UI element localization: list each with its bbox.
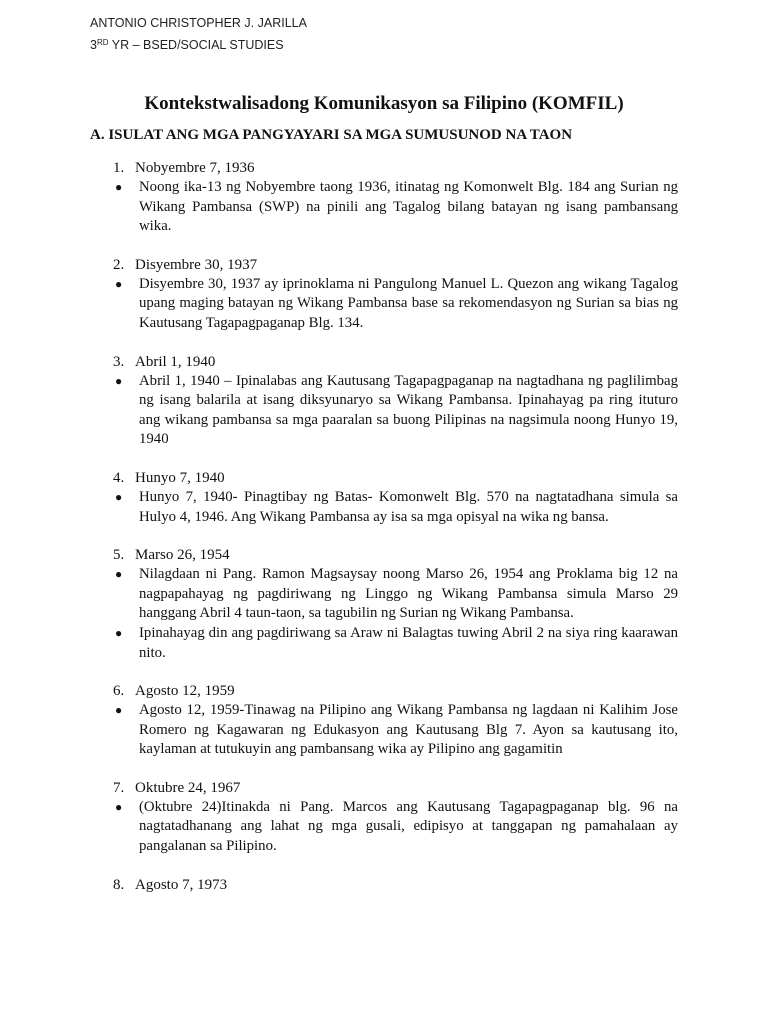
timeline-entry [0, 255, 768, 334]
entry-heading [0, 545, 768, 565]
entry-date: Nobyembre 7, 1936 [135, 160, 255, 176]
entry-bullet [115, 178, 678, 237]
entry-bullet [115, 798, 678, 857]
bullet-dot-icon: ● [115, 625, 123, 640]
entry-heading [0, 778, 768, 798]
entry-bullet [115, 701, 678, 760]
entry-number: 4. [113, 469, 125, 486]
entry-number: 1. [113, 160, 125, 176]
timeline-entry [0, 681, 768, 760]
entry-heading [0, 352, 768, 372]
entry-number: 2. [113, 256, 125, 273]
bullet-text: Agosto 12, 1959-Tinawag na Pilipino ang Wikang Pambansa ng lagdaan ni Kalihim Jose Romero ng Kagawaran ng Edukasyon ang Kautusang Blg 7. Ayon sa kautusang ito, kaylaman at tutukuyin ang pambansang wika ay Pilipino ang gagamitin [139, 702, 678, 758]
bullet-text: Hunyo 7, 1940- Pinagtibay ng Batas- Komonwelt Blg. 570 na nagtatadhana simula sa Hulyo 4, 1946. Ang Wikang Pambansa ay isa sa mga opisyal na wika ng bansa. [139, 488, 678, 525]
entry-number: 3. [113, 353, 125, 370]
bullet-dot-icon: ● [115, 373, 123, 388]
entry-heading [0, 158, 768, 178]
timeline-entry [0, 468, 768, 527]
timeline-list [0, 158, 768, 913]
timeline-entry [0, 545, 768, 663]
entry-heading [0, 875, 768, 895]
author-name: ANTONIO CHRISTOPHER J. JARILLA [90, 16, 307, 30]
entry-heading [0, 681, 768, 701]
entry-date: Marso 26, 1954 [135, 547, 230, 564]
year-superscript: RD [96, 38, 109, 47]
entry-bullet [115, 275, 678, 334]
entry-number: 8. [113, 876, 125, 893]
entry-date: Agosto 7, 1973 [135, 876, 228, 893]
author-header [90, 13, 307, 55]
author-year-course [90, 33, 307, 55]
bullet-text: (Oktubre 24)Itinakda ni Pang. Marcos ang Kautusang Tagapagpaganap blg. 96 na nagtatadhanang ang lahat ng mga gusali, edipisyo at tanggapan ng pamahalaan ay pangalanan sa Pilipino. [139, 798, 678, 855]
entry-number: 6. [113, 683, 125, 700]
bullet-dot-icon: ● [115, 180, 123, 194]
entry-date: Agosto 12, 1959 [135, 683, 235, 700]
timeline-entry [0, 778, 768, 857]
bullet-dot-icon: ● [115, 276, 123, 291]
bullet-text: Noong ika-13 ng Nobyembre taong 1936, itinatag ng Komonwelt Blg. 184 ang Surian ng Wikang Pambansa (SWP) na pinili ang Tagalog bilang batayan ng isang pambansang wika. [139, 179, 678, 235]
timeline-entry [0, 158, 768, 237]
bullet-dot-icon: ● [115, 703, 123, 718]
bullet-dot-icon: ● [115, 489, 123, 504]
entry-bullet [115, 372, 678, 450]
bullet-dot-icon: ● [115, 567, 123, 582]
timeline-entry [0, 875, 768, 895]
bullet-text: Abril 1, 1940 – Ipinalabas ang Kautusang Tagapagpaganap na nagtadhana ng paglilimbag ng isang balarila at isang diksyunaryo sa Wikang Pambansa. Ipinahayag pa ring ituturo ang wikang pambansa sa mga paaralan sa buong Pilipinas na nagsimula noong Hunyo 19, 1940 [139, 372, 678, 448]
bullet-text: Ipinahayag din ang pagdiriwang sa Araw ni Balagtas tuwing Abril 2 na siya ring kaarawan nito. [139, 624, 678, 661]
entry-heading [0, 255, 768, 275]
bullet-text: Disyembre 30, 1937 ay iprinoklama ni Pangulong Manuel L. Quezon ang wikang Tagalog upang maging batayan ng Wikang Pambansa base sa rekomendasyon ng Surian sa bias ng Kautusang Tagapagpaganap Blg. 134. [139, 275, 678, 331]
year-course-text: YR – BSED/SOCIAL STUDIES [108, 38, 284, 52]
entry-date: Abril 1, 1940 [135, 353, 216, 370]
entry-bullet [115, 624, 678, 663]
document-title: Kontekstwalisadong Komunikasyon sa Filipino (KOMFIL) [144, 93, 624, 114]
bullet-text: Nilagdaan ni Pang. Ramon Magsaysay noong Marso 26, 1954 ang Proklama big 12 na nagpapahayag ng pagdiriwang ng Linggo ng Wikang Pambansa simula Marso 29 hanggang Abril 4 taun-taon, sa tagubilin ng Surian ng Wikang Pambansa. [139, 566, 678, 622]
entry-date: Hunyo 7, 1940 [135, 469, 225, 486]
timeline-entry [0, 352, 768, 450]
entry-date: Disyembre 30, 1937 [135, 256, 258, 273]
year-number: 3 [90, 38, 97, 52]
entry-number: 7. [113, 779, 125, 796]
entry-bullet [115, 488, 678, 527]
entry-heading [0, 468, 768, 488]
entry-date: Oktubre 24, 1967 [135, 779, 241, 796]
entry-number: 5. [113, 547, 125, 564]
section-heading: A. ISULAT ANG MGA PANGYAYARI SA MGA SUMUSUNOD NA TAON [90, 127, 573, 143]
bullet-dot-icon: ● [115, 799, 123, 814]
entry-bullet [115, 565, 678, 624]
